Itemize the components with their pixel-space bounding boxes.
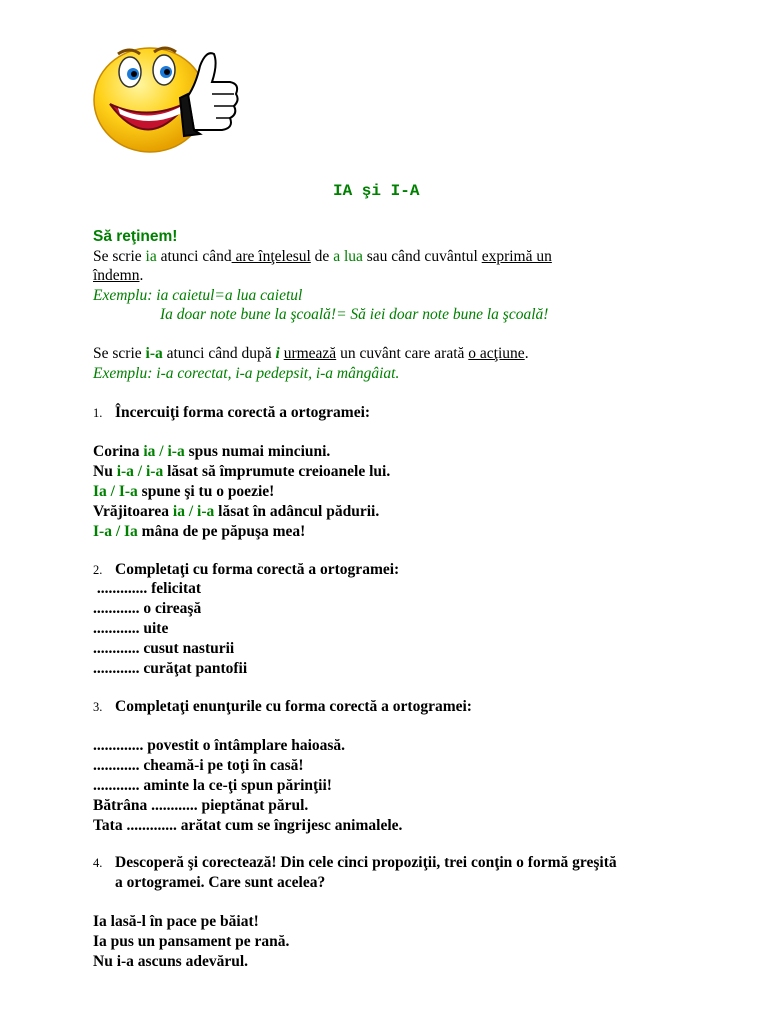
question-3-title: 3. Completaţi enunţurile cu forma corectă a ortogramei: — [93, 698, 472, 715]
list-item: Bătrâna ............ pieptănat părul. — [93, 797, 309, 814]
list-item: Ia pus un pansament pe rană. — [93, 933, 290, 950]
example-i-a: Exemplu: i-a corectat, i-a pedepsit, i-a mângâiat. — [93, 365, 400, 382]
list-item: ............. felicitat — [93, 580, 202, 597]
rule-ia: Se scrie ia atunci când are înţelesul de a lua sau când cuvântul exprimă un — [93, 248, 552, 265]
rule-ia-continued: îndemn. — [93, 267, 144, 284]
page-title: IA şi I-A — [333, 182, 420, 200]
list-item: ............ cusut nasturii — [93, 640, 235, 657]
question-4-title: 4. Descoperă şi corectează! Din cele cinci propoziţii, trei conţin o formă greşită — [93, 854, 617, 871]
list-item: ............ uite — [93, 620, 169, 637]
list-item: ............ aminte la ce-ţi spun părinţii! — [93, 777, 332, 794]
question-1-title: 1. Încercuiţi forma corectă a ortogramei: — [93, 404, 371, 421]
list-item: I-a / Ia mâna de pe păpuşa mea! — [93, 523, 306, 540]
list-item: Vrăjitoarea ia / i-a lăsat în adâncul pădurii. — [93, 503, 380, 520]
smiley-thumbs-up-icon — [88, 36, 248, 160]
example-ia-1: Exemplu: ia caietul=a lua caietul — [93, 287, 303, 304]
section-heading: Să reţinem! — [93, 228, 178, 245]
example-ia-2: Ia doar note bune la şcoală!= Să iei doar note bune la şcoală! — [160, 306, 549, 323]
list-item: Corina ia / i-a spus numai minciuni. — [93, 443, 331, 460]
list-item: Nu i-a / i-a lăsat să împrumute creioanele lui. — [93, 463, 391, 480]
question-2-list — [93, 579, 247, 679]
question-2-title: 2. Completaţi cu forma corectă a ortogramei: — [93, 561, 400, 578]
list-item: Nu i-a ascuns adevărul. — [93, 953, 249, 970]
list-item: ............ cheamă-i pe toţi în casă! — [93, 757, 304, 774]
list-item: ............ curăţat pantofii — [93, 660, 248, 677]
list-item: Ia lasă-l în pace pe băiat! — [93, 913, 259, 930]
question-4-title-continued: a ortogramei. Care sunt acelea? — [115, 874, 326, 891]
list-item: ............. povestit o întâmplare haioasă. — [93, 737, 346, 754]
question-3-list — [93, 736, 402, 836]
list-item: Tata ............. arătat cum se îngrijesc animalele. — [93, 817, 403, 834]
rule-i-a: Se scrie i-a atunci când după i urmează un cuvânt care arată o acţiune. — [93, 345, 529, 362]
question-4-list — [93, 912, 289, 972]
question-1-list — [93, 442, 390, 542]
list-item: ............ o cireaşă — [93, 600, 202, 617]
list-item: Ia / I-a spune şi tu o poezie! — [93, 483, 275, 500]
